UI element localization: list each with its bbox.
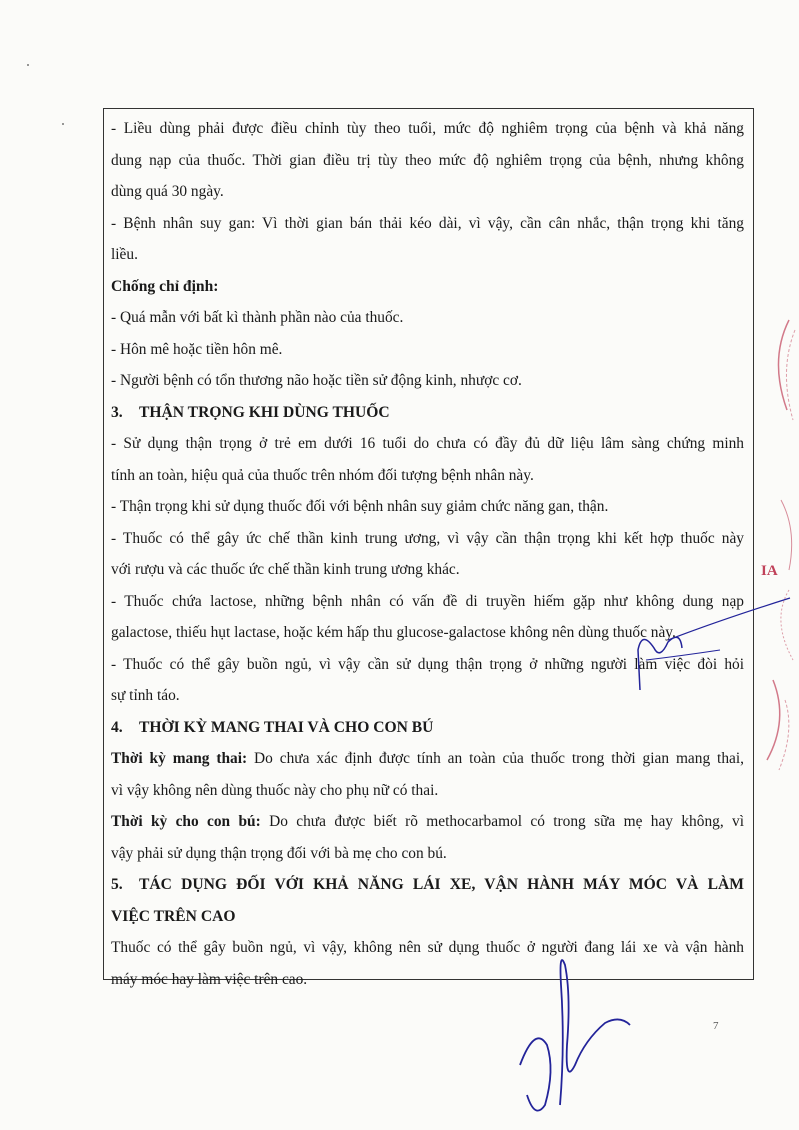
list-item: - Hôn mê hoặc tiền hôn mê. <box>111 340 283 358</box>
page-number: 7 <box>713 1020 719 1032</box>
text-line: với rượu và các thuốc ức chế thần kinh trung ương khác. <box>111 561 460 578</box>
text-line: - Sử dụng thận trọng ở trẻ em dưới 16 tuổi do chưa có đầy đủ dữ liệu lâm sàng chứng minh <box>111 435 744 452</box>
text-line: liều. <box>111 246 138 263</box>
stamp-text: IA <box>761 563 778 579</box>
list-item: - Quá mẫn với bất kì thành phần nào của thuốc. <box>111 309 404 326</box>
text-line: sự tỉnh táo. <box>111 687 180 704</box>
text-line: galactose, thiếu hụt lactase, hoặc kém hấp thu glucose-galactose không nên dùng thuốc này. <box>111 624 676 641</box>
text-line <box>111 743 744 775</box>
text-line: - Liều dùng phải được điều chỉnh tùy theo tuổi, mức độ nghiêm trọng của bệnh và khả năng <box>111 120 744 137</box>
section-title: THẬN TRỌNG KHI DÙNG THUỐC <box>139 403 390 421</box>
text-span: Do chưa được biết rõ methocarbamol có trong sữa mẹ hay không, vì <box>260 813 745 830</box>
lactation-label: Thời kỳ cho con bú: <box>111 813 261 830</box>
pregnancy-label: Thời kỳ mang thai: <box>111 750 248 767</box>
text-line: vì vậy không nên dùng thuốc này cho phụ nữ có thai. <box>111 781 439 799</box>
text-line <box>111 806 744 838</box>
text-line: - Bệnh nhân suy gan: Vì thời gian bán thải kéo dài, vì vậy, cần cân nhắc, thận trọng khi tăng <box>111 214 744 232</box>
text-line: tính an toàn, hiệu quả của thuốc trên nhóm đối tượng bệnh nhân này. <box>111 466 534 484</box>
text-line: dùng quá 30 ngày. <box>111 183 224 200</box>
list-item: - Người bệnh có tổn thương não hoặc tiền sử động kinh, nhược cơ. <box>111 372 522 389</box>
section-title: THỜI KỲ MANG THAI VÀ CHO CON BÚ <box>139 718 434 736</box>
text-span: Do chưa xác định được tính an toàn của thuốc trong thời gian mang thai, <box>247 750 744 767</box>
text-line: - Thuốc có thể gây ức chế thần kinh trung ương, vì vậy cần thận trọng khi kết hợp thuốc này <box>111 529 744 547</box>
scan-speck <box>62 123 64 125</box>
section-number: 3. <box>111 403 123 421</box>
text-line: vậy phải sử dụng thận trọng đối với bà mẹ cho con bú. <box>111 844 447 862</box>
signature <box>505 945 635 1115</box>
section-title: TÁC DỤNG ĐỐI VỚI KHẢ NĂNG LÁI XE, VẬN HÀNH MÁY MÓC VÀ LÀM <box>139 876 744 893</box>
stamp-fragment <box>759 300 799 780</box>
section-5-heading <box>111 869 744 901</box>
contraindications-heading: Chống chỉ định: <box>111 277 219 295</box>
text-line: - Thận trọng khi sử dụng thuốc đối với bệnh nhân suy giảm chức năng gan, thận. <box>111 498 609 515</box>
section-3-heading <box>111 397 744 429</box>
section-4-heading <box>111 712 744 744</box>
text-line: - Thuốc chứa lactose, những bệnh nhân có vấn đề di truyền hiếm gặp như không dung nạp <box>111 592 744 610</box>
text-line: dung nạp của thuốc. Thời gian điều trị tùy theo mức độ nghiêm trọng của bệnh, nhưng không <box>111 151 744 169</box>
section-number: 5. <box>111 876 123 893</box>
text-line: - Thuốc có thể gây buồn ngủ, vì vậy cần sử dụng thận trọng ở những người làm việc đòi hỏi <box>111 655 744 673</box>
text-line: Thuốc có thể gây buồn ngủ, vì vậy, không nên sử dụng thuốc ở người đang lái xe và vận hành <box>111 939 744 956</box>
section-number: 4. <box>111 718 123 736</box>
text-line: máy móc hay làm việc trên cao. <box>111 970 308 988</box>
initial-mark <box>620 590 799 700</box>
scan-speck <box>27 64 29 66</box>
content-frame <box>103 108 754 988</box>
section-5-heading-cont: VIỆC TRÊN CAO <box>111 907 236 925</box>
